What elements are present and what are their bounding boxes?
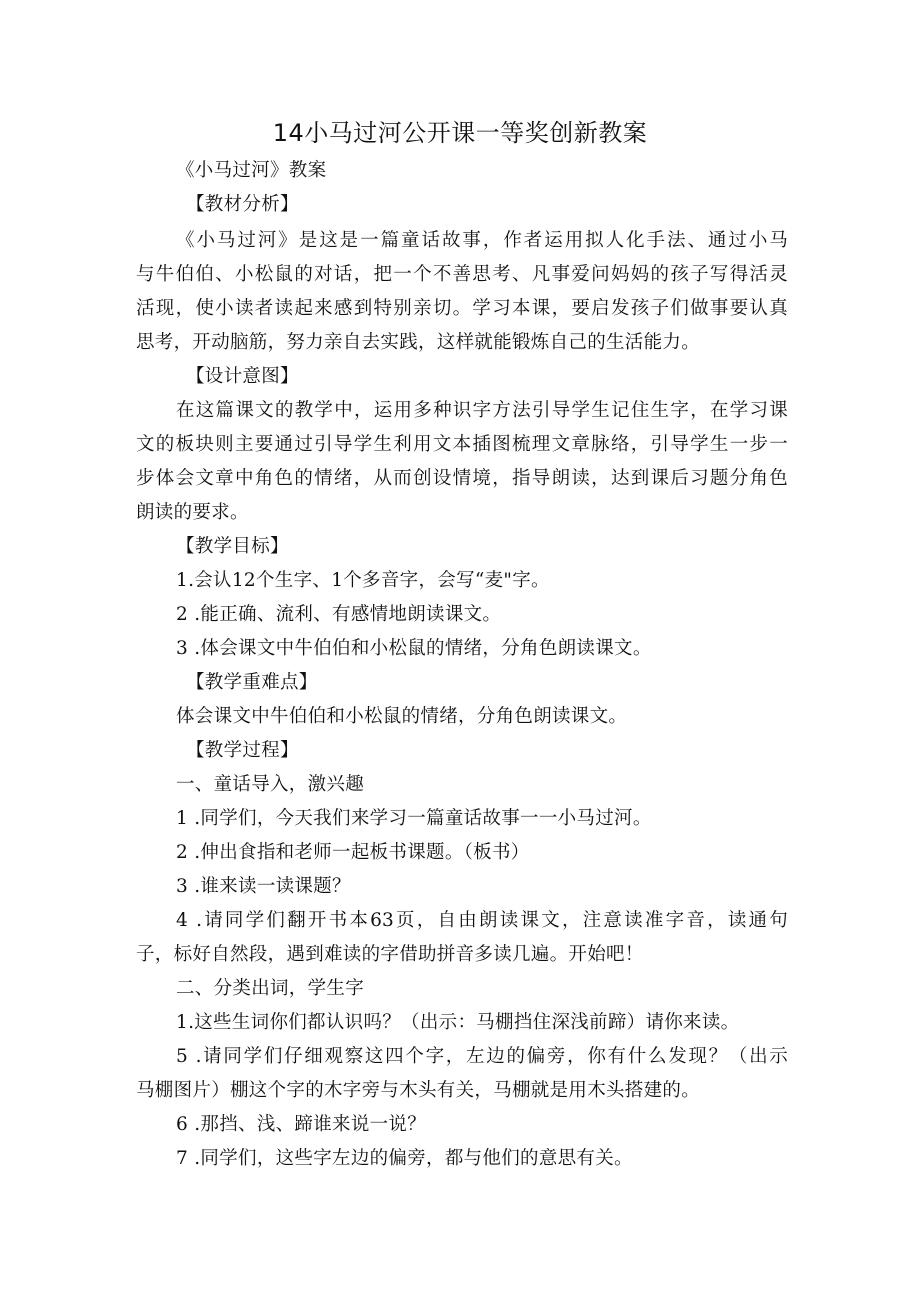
- design-line: 在这篇课文的教学中，运用多种识字方法引导学生记住生字，在学习课: [176, 400, 788, 421]
- lesson-subtitle: 《小马过河》教案: [176, 160, 327, 181]
- design-line: 文的板块则主要通过引导学生利用文本插图梳理文章脉络，引导学生一步一: [136, 434, 788, 455]
- process-part2-heading: 二、分类出词，学生字: [176, 978, 365, 999]
- process-item: 5 .请同学们仔细观察这四个字，左边的偏旁，你有什么发现？（出示: [176, 1046, 788, 1067]
- goal-item: 2 .能正确、流利、有感情地朗读课文。: [176, 604, 502, 625]
- keypoints-text: 体会课文中牛伯伯和小松鼠的情绪，分角色朗读课文。: [176, 706, 628, 727]
- process-part1-heading: 一、童话导入，激兴趣: [176, 774, 365, 795]
- section-heading-process: 【教学过程】: [186, 740, 299, 761]
- section-heading-design: 【设计意图】: [186, 366, 299, 387]
- process-item: 3 .谁来读一读课题？: [176, 876, 351, 897]
- analysis-line: 《小马过河》是这是一篇童话故事，作者运用拟人化手法、通过小马: [176, 230, 788, 251]
- goal-item: 3 .体会课文中牛伯伯和小松鼠的情绪，分角色朗读课文。: [176, 638, 652, 659]
- analysis-line: 活现，使小读者读起来感到特别亲切。学习本课，要启发孩子们做事要认真: [136, 298, 788, 319]
- design-line: 朗读的要求。: [136, 502, 249, 523]
- process-item: 7 .同学们，这些字左边的偏旁，都与他们的意思有关。: [176, 1148, 633, 1169]
- process-item: 4 .请同学们翻开书本63页，自由朗读课文，注意读准字音，读通句: [176, 910, 788, 931]
- analysis-line: 思考，开动脑筋，努力亲自去实践，这样就能锻炼自己的生活能力。: [136, 332, 701, 353]
- process-item: 6 .那挡、浅、蹄谁来说一说？: [176, 1114, 427, 1135]
- design-line: 步体会文章中角色的情绪，从而创设情境，指导朗读，达到课后习题分角色: [136, 468, 788, 489]
- section-heading-keypoints: 【教学重难点】: [186, 672, 318, 693]
- section-heading-goals: 【教学目标】: [176, 536, 289, 557]
- process-item: 1 .同学们，今天我们来学习一篇童话故事一一小马过河。: [176, 808, 652, 829]
- section-heading-analysis: 【教材分析】: [186, 194, 299, 215]
- document-title: 14小马过河公开课一等奖创新教案: [272, 119, 648, 147]
- process-item-continued: 马棚图片）棚这个字的木字旁与木头有关，马棚就是用木头搭建的。: [136, 1080, 701, 1101]
- process-item: 1.这些生词你们都认识吗？（出示：马棚挡住深浅前蹄）请你来读。: [176, 1012, 740, 1033]
- goal-item: 1.会认12个生字、1个多音字，会写“麦"字。: [176, 570, 550, 591]
- process-item: 2 .伸出食指和老师一起板书课题。（板书）: [176, 842, 530, 863]
- process-item-continued: 子，标好自然段，遇到难读的字借助拼音多读几遍。开始吧！: [136, 944, 644, 965]
- analysis-line: 与牛伯伯、小松鼠的对话，把一个不善思考、凡事爱问妈妈的孩子写得活灵: [136, 264, 788, 285]
